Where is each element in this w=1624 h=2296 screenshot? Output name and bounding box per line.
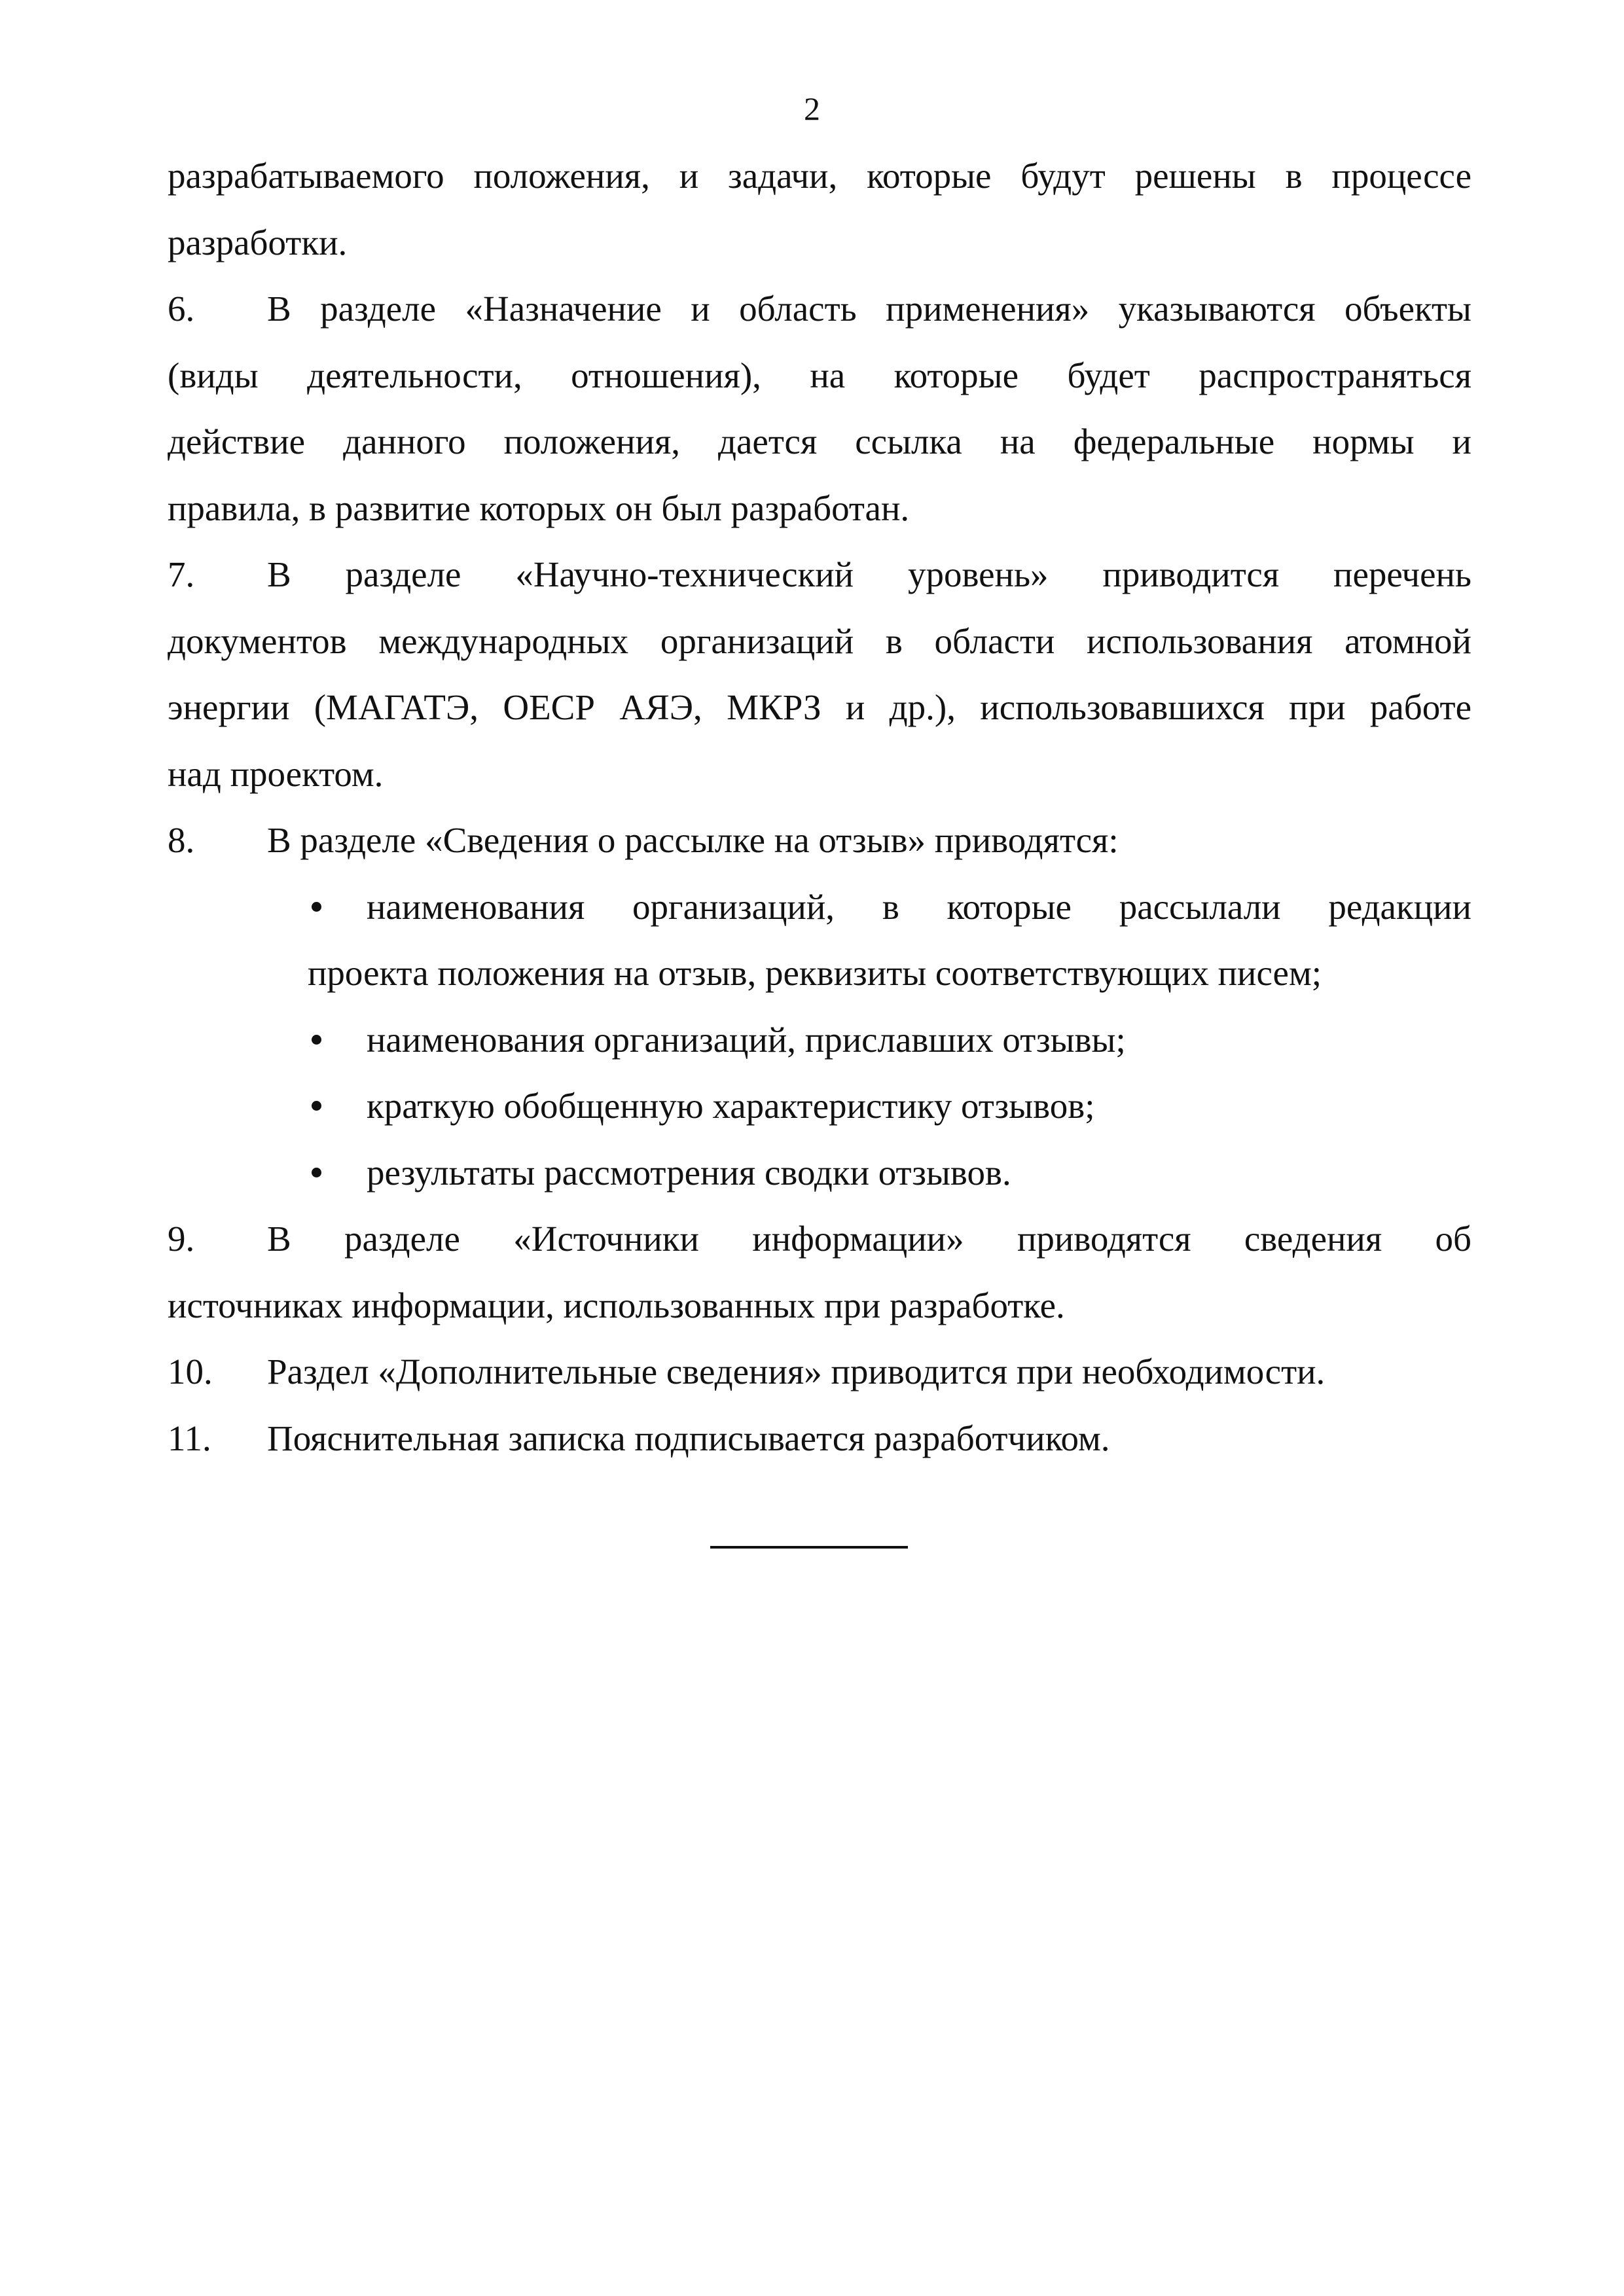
bullet-text: результаты рассмотрения сводки отзывов.	[367, 1152, 1011, 1193]
bullet-icon	[312, 902, 321, 912]
bullet-item	[168, 1139, 1471, 1206]
item-text: В разделе «Назначение и область применения» указываются объекты	[267, 289, 1471, 329]
item-text: Раздел «Дополнительные сведения» приводится при необходимости.	[267, 1352, 1326, 1391]
item-line: документов международных организаций в области использования атомной	[168, 620, 1471, 661]
bullet-item	[168, 1073, 1471, 1139]
item-line: над проектом.	[168, 753, 384, 794]
bullet-text: наименования организаций, приславших отзывы;	[367, 1019, 1126, 1060]
item-number: 10.	[168, 1352, 213, 1391]
bullet-text: краткую обобщенную характеристику отзывов;	[367, 1086, 1095, 1126]
page-number: 2	[804, 90, 820, 127]
item-line: энергии (МАГАТЭ, ОЕСР АЯЭ, МКРЗ и др.), использовавшихся при работе	[168, 687, 1471, 727]
item-number: 7.	[168, 554, 195, 594]
list-item-10	[168, 1338, 1471, 1405]
item-text: В разделе «Сведения о рассылке на отзыв» приводятся:	[267, 820, 1119, 860]
end-of-document-rule	[710, 1546, 908, 1549]
document-body	[168, 143, 1471, 1471]
item-number: 6.	[168, 289, 195, 329]
bullet-text: наименования организаций, в которые рассылали редакции	[367, 886, 1471, 927]
item-line: (виды деятельности, отношения), на которые будет распространяться	[168, 355, 1471, 395]
item-text: Пояснительная записка подписывается разработчиком.	[267, 1418, 1110, 1458]
intro-line: разработки.	[168, 222, 348, 262]
bullet-icon	[312, 1168, 321, 1177]
list-item-8	[168, 807, 1471, 874]
bullet-continuation	[168, 940, 1471, 1007]
item-line: источниках информации, использованных при разработке.	[168, 1285, 1065, 1325]
item-number: 8.	[168, 820, 195, 860]
item-line: действие данного положения, дается ссылка на федеральные нормы и	[168, 422, 1471, 461]
item-text: В разделе «Научно-технический уровень» приводится перечень	[267, 554, 1471, 594]
bullet-item	[168, 1007, 1471, 1073]
bullet-icon	[312, 1035, 321, 1045]
bullet-icon	[312, 1101, 321, 1111]
item-line: правила, в развитие которых он был разработан.	[168, 488, 910, 528]
item-number: 9.	[168, 1219, 195, 1259]
list-item-6	[168, 276, 1471, 342]
item-number: 11.	[168, 1418, 211, 1458]
item-text: В разделе «Источники информации» приводятся сведения об	[267, 1219, 1471, 1259]
bullet-text: проекта положения на отзыв, реквизиты соответствующих писем;	[308, 953, 1322, 993]
bullet-item	[168, 874, 1471, 941]
list-item-9	[168, 1206, 1471, 1272]
list-item-11	[168, 1405, 1471, 1472]
intro-line: разрабатываемого положения, и задачи, которые будут решены в процессе	[168, 156, 1471, 196]
list-item-7	[168, 541, 1471, 608]
